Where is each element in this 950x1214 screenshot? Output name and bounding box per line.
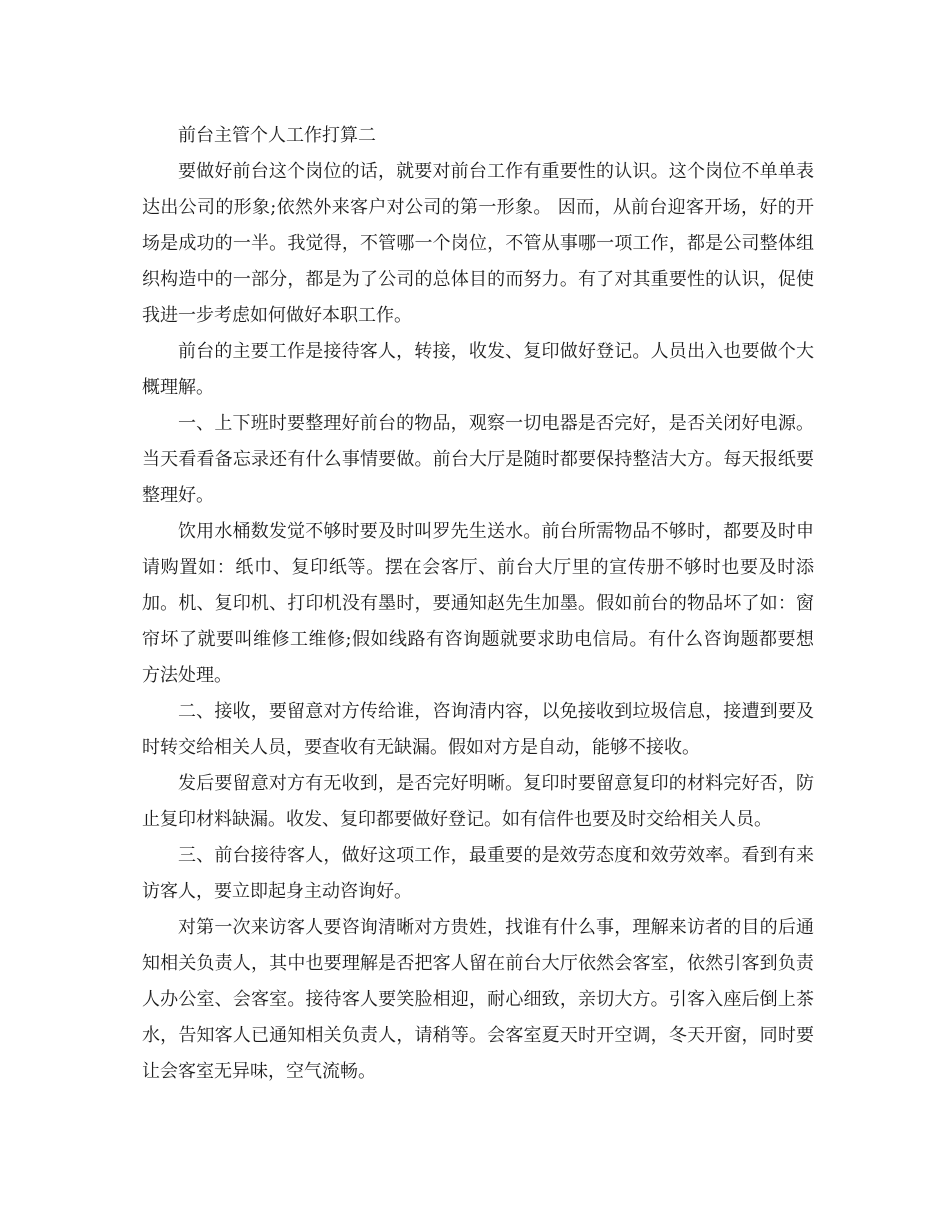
- paragraph: 饮用水桶数发觉不够时要及时叫罗先生送水。前台所需物品不够时，都要及时申请购置如：纸巾、复印纸等。摆在会客厅、前台大厅里的宣传册不够时也要及时添加。机、复印机、打印机没有墨时，要通知赵先生加墨。假如前台的物品坏了如：窗帘坏了就要叫维修工维修;假如线路有咨询题就要求助电信局。有什么咨询题都要想方法处理。: [142, 521, 814, 686]
- paragraph: 要做好前台这个岗位的话，就要对前台工作有重要性的认识。这个岗位不单单表达出公司的形象;依然外来客户对公司的第一形象。 因而，从前台迎客开场，好的开场是成功的一半。我觉得，不管哪一个岗位，不管从事哪一项工作，都是公司整体组织构造中的一部分，都是为了公司的总体目的而努力。有了对其重要性的认识，促使我进一步考虑如何做好本职工作。: [142, 161, 814, 326]
- paragraph: 对第一次来访客人要咨询清晰对方贵姓，找谁有什么事，理解来访者的目的后通知相关负责人，其中也要理解是否把客人留在前台大厅依然会客室，依然引客到负责人办公室、会客室。接待客人要笑脸相迎，耐心细致，亲切大方。引客入座后倒上茶水，告知客人已通知相关负责人，请稍等。会客室夏天时开空调，冬天开窗，同时要让会客室无异味，空气流畅。: [142, 917, 814, 1082]
- paragraph: 二、接收，要留意对方传给谁，咨询清内容，以免接收到垃圾信息，接遭到要及时转交给相关人员，要查收有无缺漏。假如对方是自动，能够不接收。: [142, 701, 814, 758]
- paragraph: 发后要留意对方有无收到，是否完好明晰。复印时要留意复印的材料完好否，防止复印材料缺漏。收发、复印都要做好登记。如有信件也要及时交给相关人员。: [142, 773, 814, 830]
- paragraph: 前台的主要工作是接待客人，转接，收发、复印做好登记。人员出入也要做个大概理解。: [142, 341, 814, 398]
- paragraph: 一、上下班时要整理好前台的物品，观察一切电器是否完好，是否关闭好电源。当天看看备忘录还有什么事情要做。前台大厅是随时都要保持整洁大方。每天报纸要整理好。: [142, 413, 814, 506]
- document-title: 前台主管个人工作打算二: [178, 125, 376, 146]
- paragraph: 三、前台接待客人，做好这项工作，最重要的是效劳态度和效劳效率。看到有来访客人，要立即起身主动咨询好。: [142, 845, 814, 902]
- document-body: [142, 154, 814, 1090]
